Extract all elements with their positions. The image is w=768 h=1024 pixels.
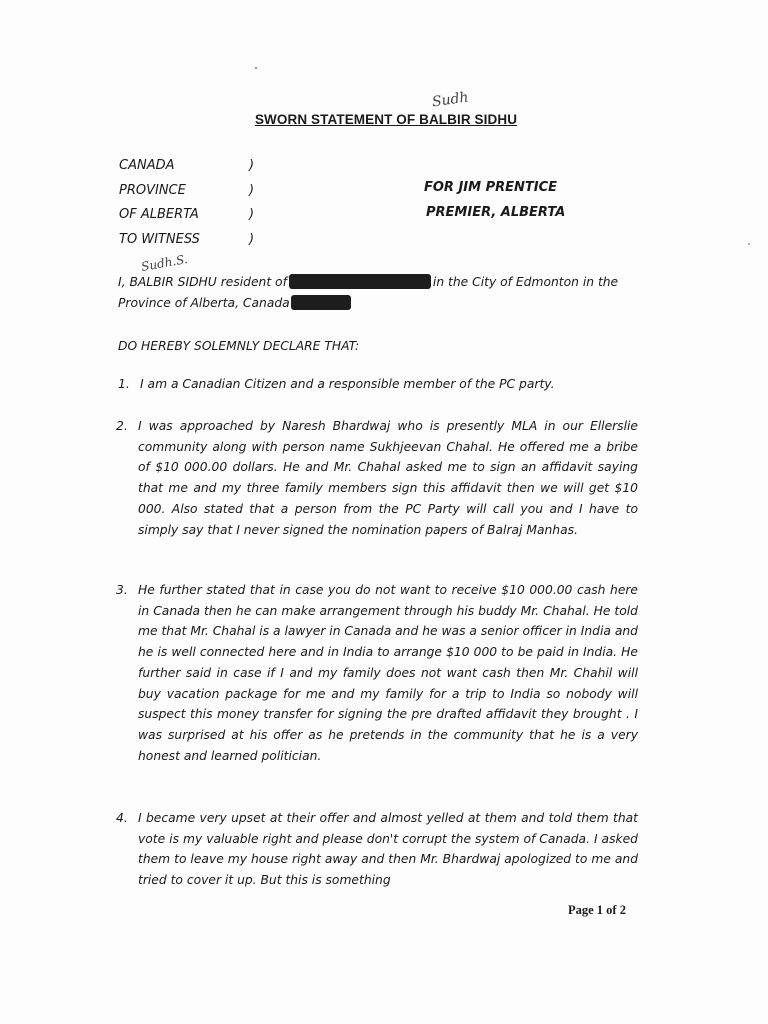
- jurisdiction-paren: ): [249, 158, 255, 173]
- jurisdiction-row: [119, 154, 279, 179]
- redaction-bar: [289, 274, 431, 289]
- item-text: I am a Canadian Citizen and a responsible member of the PC party.: [140, 377, 555, 391]
- item-number: 4.: [116, 811, 128, 825]
- jurisdiction-row: [119, 203, 279, 228]
- jurisdiction-label: OF ALBERTA: [119, 207, 199, 222]
- speck-mark: [255, 67, 257, 69]
- page-number: Page 1 of 2: [568, 903, 626, 917]
- redaction-bar: [291, 295, 351, 310]
- jurisdiction-paren: ): [249, 182, 255, 198]
- jurisdiction-label: PROVINCE: [119, 182, 186, 198]
- handwritten-initials: Sudh.S.: [140, 252, 189, 274]
- document-title: SWORN STATEMENT OF BALBIR SIDHU: [254, 112, 518, 127]
- jurisdiction-paren: ): [249, 207, 255, 222]
- jurisdiction-row: [119, 179, 279, 204]
- jurisdiction-label: CANADA: [119, 158, 175, 173]
- item-text: He further stated that in case you do not want to receive $10 000.00 cash here in Canada then he can make arrangement through his buddy Mr. Chahal. He told me that Mr. Chahal is a lawyer in Canada and he was a senior officer in India and he is well connected here and in India to arrange $10 000 to be paid in India. He further said in case if I and my family does not want cash then Mr. Chahil will buy vacation package for me and my family for a trip to India so nobody will suspect this money transfer for signing the pre drafted affidavit they brought . I was surprised at his offer as he pretends in the community that he is a very honest and learned politician.: [138, 583, 638, 763]
- addressee-title: PREMIER, ALBERTA: [426, 204, 566, 220]
- statement-item: [116, 580, 638, 766]
- item-text: I was approached by Naresh Bhardwaj who is presently MLA in our Ellerslie community along with person name Sukhjeevan Chahal. He offered me a bribe of $10 000.00 dollars. He and Mr. Chahal asked me to sign an affidavit saying that me and my three family members sign this affidavit then we will get $10 000. Also stated that a person from the PC Party will call you and I have to simply say that I never signed the nomination papers of Balraj Manhas.: [138, 419, 638, 537]
- item-number: 3.: [116, 583, 128, 597]
- jurisdiction-label: TO WITNESS: [119, 231, 200, 247]
- speck-mark: [748, 243, 750, 245]
- intro-text: I, BALBIR SIDHU resident of: [118, 275, 287, 289]
- jurisdiction-paren: ): [249, 231, 255, 247]
- item-number: 1.: [118, 377, 130, 391]
- addressee-name: FOR JIM PRENTICE: [424, 180, 558, 195]
- statement-item: [118, 374, 640, 395]
- addressee-block: [424, 176, 565, 225]
- jurisdiction-row: [119, 228, 279, 253]
- declarant-intro: [118, 272, 638, 313]
- jurisdiction-block: [119, 154, 279, 252]
- item-text: I became very upset at their offer and almost yelled at them and told them that vote is my valuable right and please don't corrupt the system of Canada. I asked them to leave my house right away and then Mr. Bhardwaj apologized to me and tried to cover it up. But this is something: [138, 811, 638, 888]
- statement-item: [116, 808, 638, 891]
- statement-item: [116, 416, 638, 540]
- handwritten-initials: Sudh: [431, 89, 470, 111]
- intro-text: in the City of Edmonton in the Province of Alberta, Canada: [118, 275, 619, 310]
- declaration-heading: DO HEREBY SOLEMNLY DECLARE THAT:: [118, 339, 360, 353]
- item-number: 2.: [116, 419, 128, 433]
